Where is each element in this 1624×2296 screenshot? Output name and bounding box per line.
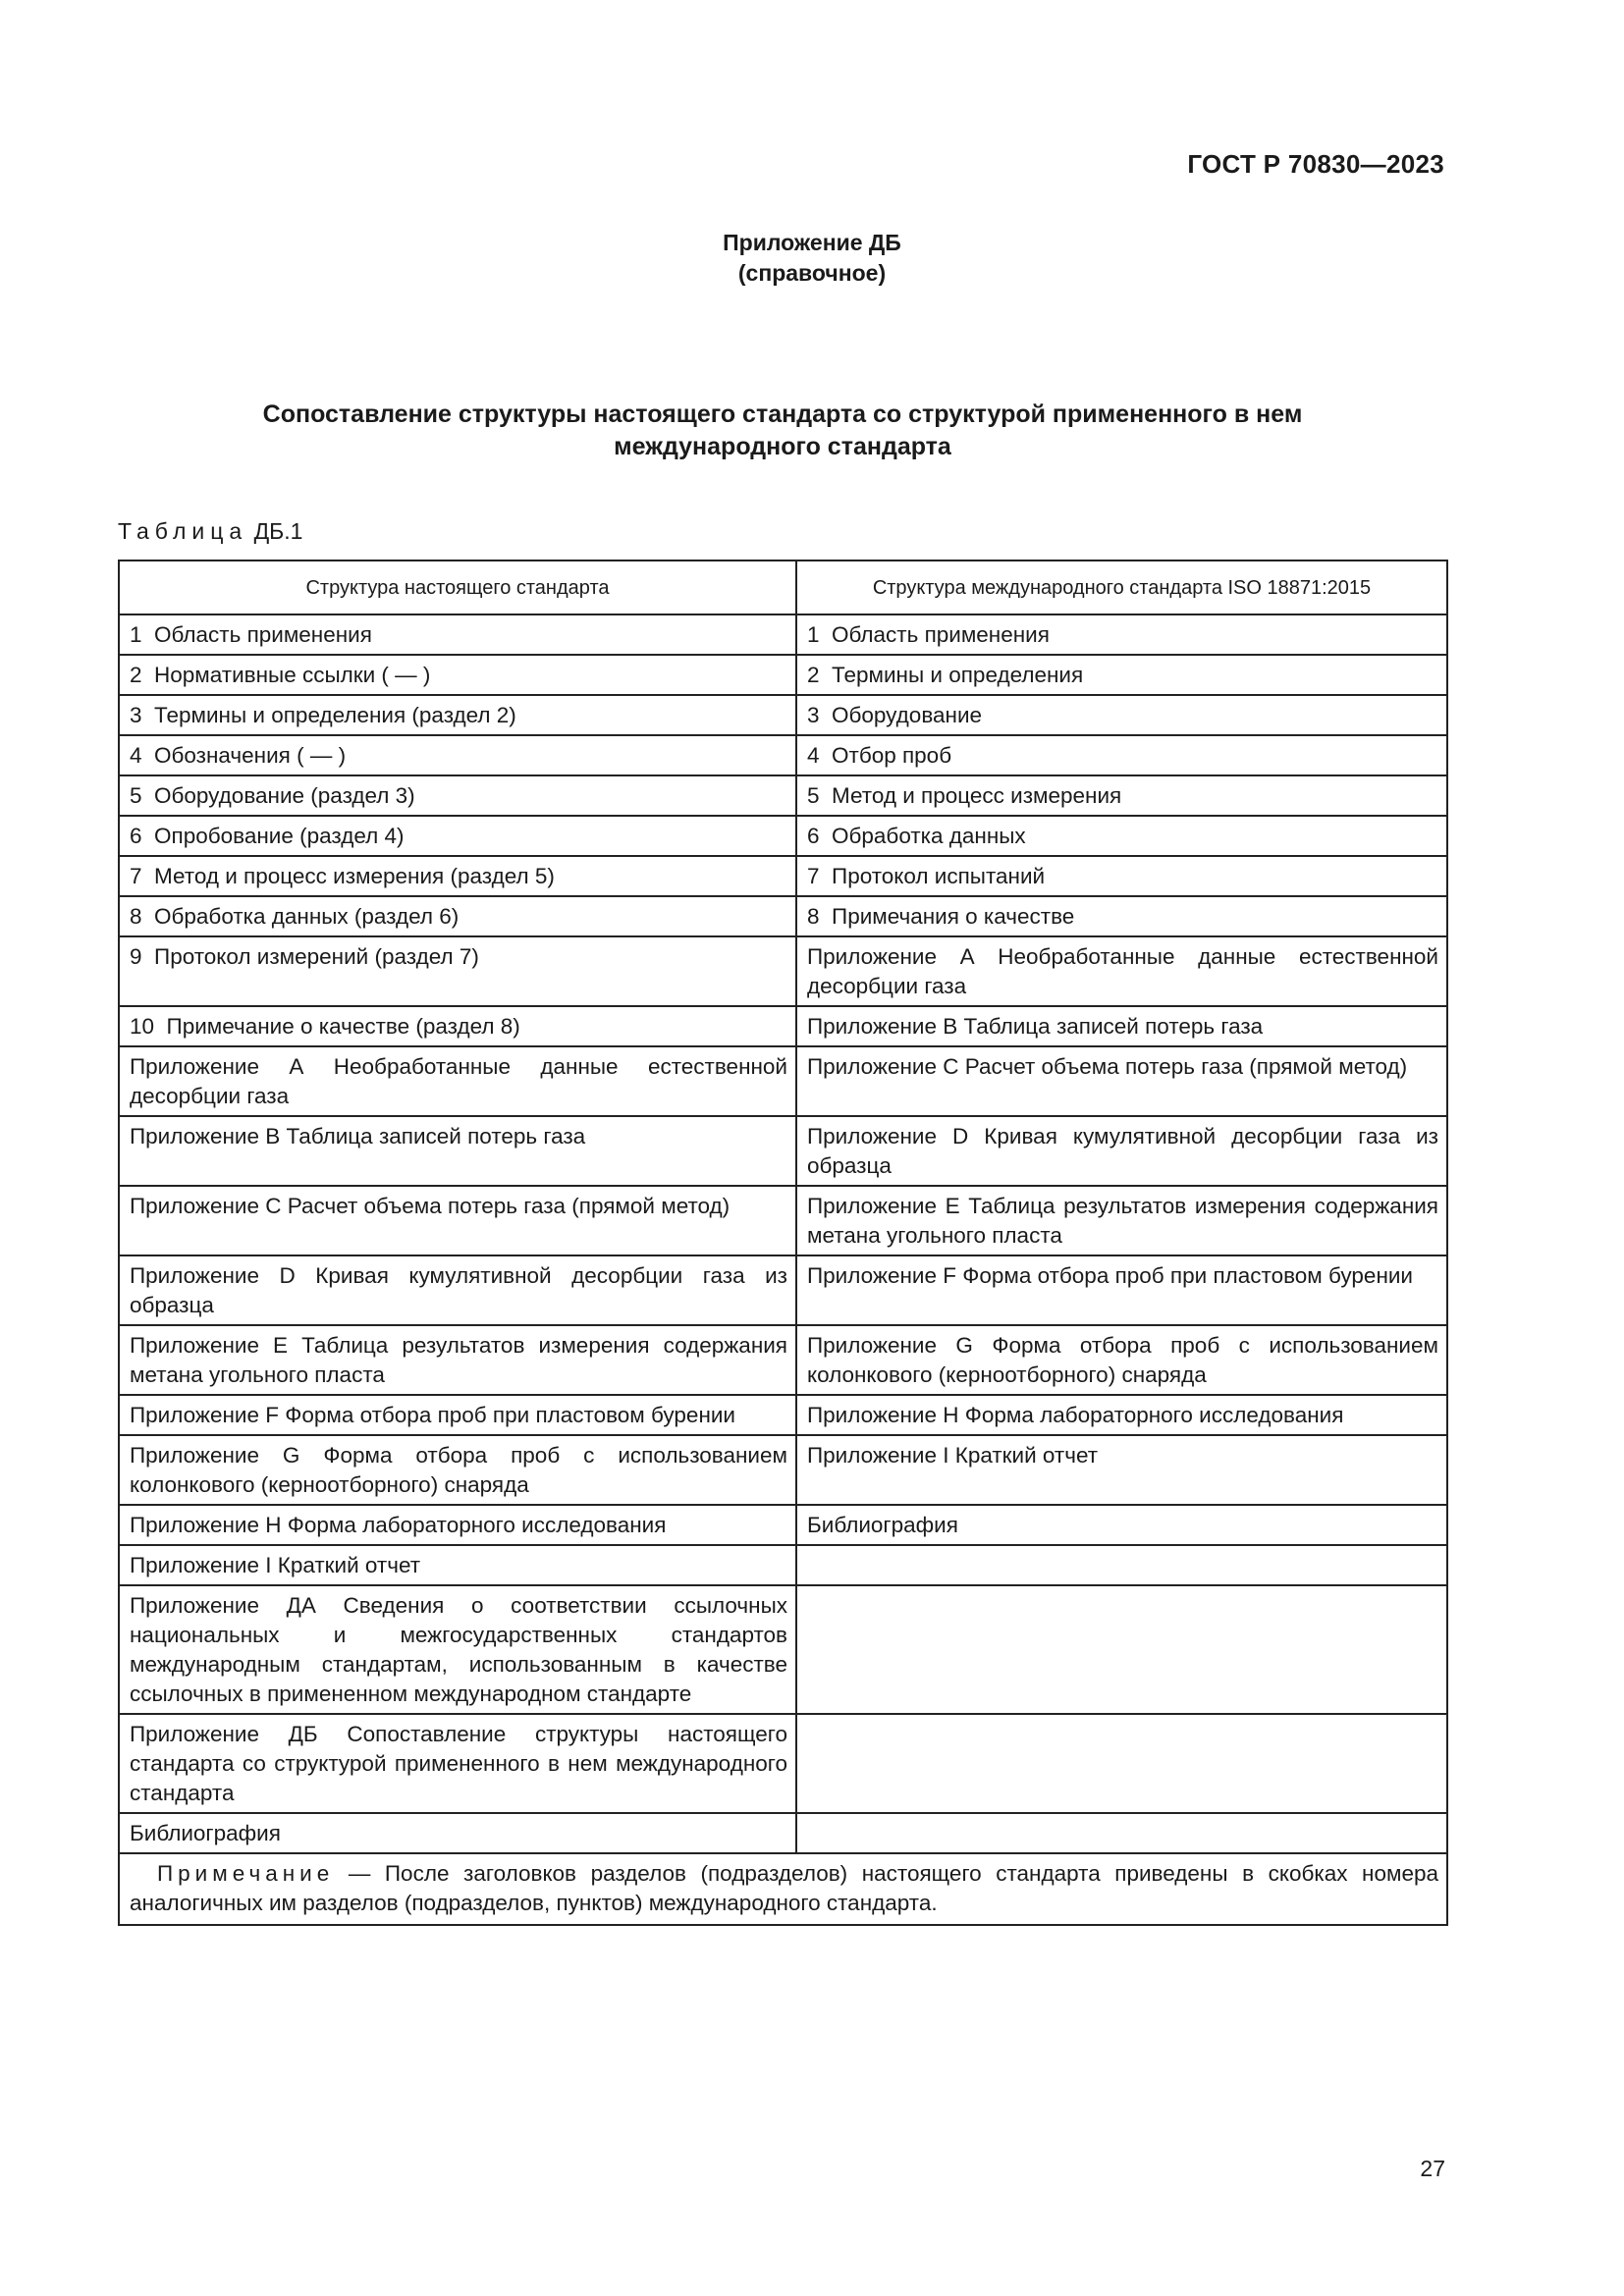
cell-national-structure: Приложение В Таблица записей потерь газа (119, 1116, 796, 1186)
cell-international-structure: 5 Метод и процесс измерения (796, 775, 1447, 816)
cell-international-structure: Приложение А Необработанные данные естественной десорбции газа (796, 936, 1447, 1006)
cell-national-structure: Приложение Е Таблица результатов измерения содержания метана угольного пласта (119, 1325, 796, 1395)
note-label: Примечание (157, 1861, 335, 1886)
table-caption-number: ДБ.1 (253, 518, 303, 544)
cell-international-structure: Приложение F Форма отбора проб при пластовом бурении (796, 1255, 1447, 1325)
column-header-international: Структура международного стандарта ISO 18871:2015 (796, 561, 1447, 614)
cell-national-structure: Приложение А Необработанные данные естественной десорбции газа (119, 1046, 796, 1116)
table-row (119, 936, 1447, 1006)
cell-international-structure: Приложение Н Форма лабораторного исследования (796, 1395, 1447, 1435)
cell-national-structure: 5 Оборудование (раздел 3) (119, 775, 796, 816)
table-row (119, 1505, 1447, 1545)
cell-national-structure: Приложение F Форма отбора проб при пластовом бурении (119, 1395, 796, 1435)
cell-national-structure: Приложение ДБ Сопоставление структуры настоящего стандарта со структурой примененного в нем международного стандарта (119, 1714, 796, 1813)
cell-national-structure: 7 Метод и процесс измерения (раздел 5) (119, 856, 796, 896)
document-code: ГОСТ Р 70830—2023 (1187, 149, 1444, 179)
table-row (119, 695, 1447, 735)
cell-international-structure (796, 1813, 1447, 1853)
comparison-table (118, 560, 1448, 1926)
note-text: — После заголовков разделов (подразделов) настоящего стандарта приведены в скобках номера аналогичных им разделов (подразделов, пунктов) международного стандарта. (130, 1861, 1438, 1915)
table-row (119, 816, 1447, 856)
cell-international-structure: Библиография (796, 1505, 1447, 1545)
cell-national-structure: 6 Опробование (раздел 4) (119, 816, 796, 856)
cell-international-structure: 8 Примечания о качестве (796, 896, 1447, 936)
table-row (119, 1116, 1447, 1186)
table-row (119, 614, 1447, 655)
table-body (119, 614, 1447, 1853)
table-row (119, 856, 1447, 896)
cell-national-structure: Приложение I Краткий отчет (119, 1545, 796, 1585)
table-row (119, 1714, 1447, 1813)
table-caption-word: Таблица (118, 518, 248, 544)
cell-international-structure: 6 Обработка данных (796, 816, 1447, 856)
cell-international-structure (796, 1545, 1447, 1585)
table-row (119, 1813, 1447, 1853)
table-row (119, 1395, 1447, 1435)
cell-international-structure: 2 Термины и определения (796, 655, 1447, 695)
cell-national-structure: 9 Протокол измерений (раздел 7) (119, 936, 796, 1006)
table-row (119, 655, 1447, 695)
cell-national-structure: Приложение Н Форма лабораторного исследования (119, 1505, 796, 1545)
cell-national-structure: Приложение С Расчет объема потерь газа (прямой метод) (119, 1186, 796, 1255)
table-row (119, 1186, 1447, 1255)
annex-kind: (справочное) (737, 260, 887, 286)
cell-national-structure: Библиография (119, 1813, 796, 1853)
cell-international-structure: Приложение С Расчет объема потерь газа (прямой метод) (796, 1046, 1447, 1116)
cell-international-structure: Приложение I Краткий отчет (796, 1435, 1447, 1505)
cell-international-structure (796, 1585, 1447, 1714)
column-header-national: Структура настоящего стандарта (119, 561, 796, 614)
cell-national-structure: Приложение D Кривая кумулятивной десорбции газа из образца (119, 1255, 796, 1325)
table-row (119, 1585, 1447, 1714)
table-row (119, 1006, 1447, 1046)
page-number: 27 (1420, 2156, 1445, 2181)
table-row (119, 1325, 1447, 1395)
cell-national-structure: 4 Обозначения ( — ) (119, 735, 796, 775)
cell-international-structure (796, 1714, 1447, 1813)
cell-international-structure: 4 Отбор проб (796, 735, 1447, 775)
cell-international-structure: 3 Оборудование (796, 695, 1447, 735)
cell-national-structure: 10 Примечание о качестве (раздел 8) (119, 1006, 796, 1046)
cell-international-structure: 1 Область применения (796, 614, 1447, 655)
cell-national-structure: 8 Обработка данных (раздел 6) (119, 896, 796, 936)
table-row (119, 1435, 1447, 1505)
cell-national-structure: 2 Нормативные ссылки ( — ) (119, 655, 796, 695)
table-row (119, 1046, 1447, 1116)
page-title (118, 399, 1447, 463)
annex-heading (0, 228, 1624, 289)
table-row (119, 775, 1447, 816)
table-row (119, 1545, 1447, 1585)
page-title-line-1: Сопоставление структуры настоящего стандарта со структурой примененного в нем (262, 400, 1303, 428)
cell-national-structure: Приложение G Форма отбора проб с использованием колонкового (керноотборного) снаряда (119, 1435, 796, 1505)
table-header-row (119, 561, 1447, 614)
table-note (119, 1853, 1447, 1925)
cell-international-structure: Приложение В Таблица записей потерь газа (796, 1006, 1447, 1046)
page-title-line-2: международного стандарта (614, 433, 951, 460)
annex-title: Приложение ДБ (723, 230, 901, 255)
cell-international-structure: Приложение Е Таблица результатов измерения содержания метана угольного пласта (796, 1186, 1447, 1255)
table-row (119, 735, 1447, 775)
cell-national-structure: 3 Термины и определения (раздел 2) (119, 695, 796, 735)
cell-international-structure: 7 Протокол испытаний (796, 856, 1447, 896)
table-row (119, 1255, 1447, 1325)
cell-international-structure: Приложение G Форма отбора проб с использованием колонкового (керноотборного) снаряда (796, 1325, 1447, 1395)
table-row (119, 896, 1447, 936)
cell-national-structure: Приложение ДА Сведения о соответствии ссылочных национальных и межгосударственных стандартов международным стандартам, использованным в качестве ссылочных в примененном международном стандарте (119, 1585, 796, 1714)
cell-national-structure: 1 Область применения (119, 614, 796, 655)
table-note-row (119, 1853, 1447, 1925)
table-caption (118, 518, 302, 545)
cell-international-structure: Приложение D Кривая кумулятивной десорбции газа из образца (796, 1116, 1447, 1186)
